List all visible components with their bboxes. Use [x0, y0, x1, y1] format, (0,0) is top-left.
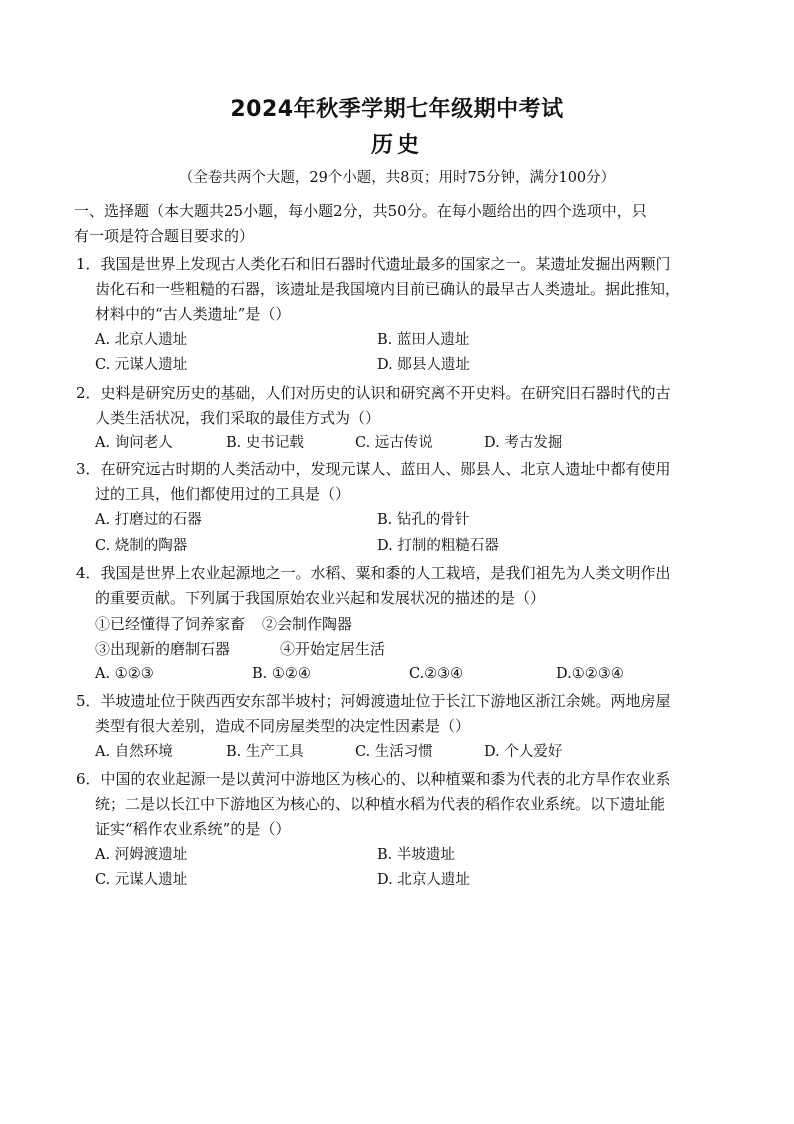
q5-option-d[interactable]: D. 个人爱好 — [484, 744, 563, 760]
q4-option-c[interactable]: C.②③④ — [409, 666, 464, 682]
q2-option-d[interactable]: D. 考古发掘 — [484, 435, 563, 451]
q1-line-2: 齿化石和一些粗糙的石器，该遗址是我国境内目前已确认的最早古人类遗址。据此推知， — [95, 280, 681, 298]
q4-option-b[interactable]: B. ①②④ — [252, 666, 311, 682]
q4-statement-2: ②会制作陶器 — [262, 615, 353, 633]
q1-option-d[interactable]: D. 郧县人遗址 — [377, 357, 470, 373]
q2-line-1: 2．史料是研究历史的基础，人们对历史的认识和研究离不开史料。在研究旧石器时代的古 — [76, 384, 671, 402]
q2-option-b[interactable]: B. 史书记载 — [226, 435, 304, 451]
q5-option-a[interactable]: A. 自然环境 — [95, 744, 173, 760]
q4-statement-1: ①已经懂得了饲养家畜 — [95, 615, 246, 633]
exam-note: （全卷共两个大题，29个小题，共8页；用时75分钟，满分100分） — [178, 170, 616, 186]
q3-line-2: 过的工具，他们都使用过的工具是（） — [95, 485, 351, 503]
q3-option-d[interactable]: D. 打制的粗糙石器 — [377, 538, 499, 554]
q5-option-b[interactable]: B. 生产工具 — [226, 744, 304, 760]
q2-option-a[interactable]: A. 询问老人 — [95, 435, 173, 451]
q4-line-1: 4．我国是世界上农业起源地之一。水稻、粟和黍的人工栽培，是我们祖先为人类文明作出 — [76, 564, 671, 582]
exam-title: 2024年秋季学期七年级期中考试 — [230, 97, 564, 122]
section-intro-line-2: 有一项是符合题目要求的） — [74, 227, 255, 245]
q1-option-a[interactable]: A. 北京人遗址 — [95, 332, 188, 348]
subject-title: 历史 — [370, 133, 423, 158]
q6-line-3: 证实“稻作农业系统”的是（） — [95, 820, 291, 838]
q6-option-b[interactable]: B. 半坡遗址 — [377, 847, 455, 863]
q3-option-b[interactable]: B. 钻孔的骨针 — [377, 512, 470, 528]
q2-line-2: 人类生活状况，我们采取的最佳方式为（） — [95, 409, 381, 427]
q5-line-2: 类型有很大差别，造成不同房屋类型的决定性因素是（） — [95, 717, 471, 735]
q3-option-c[interactable]: C. 烧制的陶器 — [95, 538, 188, 554]
q6-option-a[interactable]: A. 河姆渡遗址 — [95, 847, 188, 863]
q2-option-c[interactable]: C. 远古传说 — [355, 435, 433, 451]
q4-line-2: 的重要贡献。下列属于我国原始农业兴起和发展状况的描述的是（） — [95, 589, 546, 607]
q4-statement-3: ③出现新的磨制石器 — [95, 640, 231, 658]
q4-option-d[interactable]: D.①②③④ — [556, 666, 624, 682]
q1-option-c[interactable]: C. 元谋人遗址 — [95, 357, 188, 373]
q6-option-d[interactable]: D. 北京人遗址 — [377, 872, 470, 888]
q4-option-a[interactable]: A. ①②③ — [95, 666, 154, 682]
section-intro-line-1: 一、选择题（本大题共25小题，每小题2分，共50分。在每小题给出的四个选项中，只 — [74, 202, 647, 220]
q6-line-1: 6．中国的农业起源一是以黄河中游地区为核心的、以种植粟和黍为代表的北方旱作农业系 — [76, 770, 671, 788]
q6-option-c[interactable]: C. 元谋人遗址 — [95, 872, 188, 888]
q1-line-1: 1．我国是世界上发现古人类化石和旧石器时代遗址最多的国家之一。某遗址发掘出两颗门 — [76, 255, 671, 273]
q6-line-2: 统；二是以长江中下游地区为核心的、以种植水稻为代表的稻作农业系统。以下遗址能 — [95, 795, 666, 813]
q5-option-c[interactable]: C. 生活习惯 — [355, 744, 433, 760]
q4-statement-4: ④开始定居生活 — [280, 640, 386, 658]
q1-line-3: 材料中的“古人类遗址”是（） — [95, 305, 291, 323]
q3-line-1: 3．在研究远古时期的人类活动中，发现元谋人、蓝田人、郧县人、北京人遗址中都有使用 — [76, 460, 671, 478]
q3-option-a[interactable]: A. 打磨过的石器 — [95, 512, 202, 528]
q5-line-1: 5．半坡遗址位于陕西西安东部半坡村；河姆渡遗址位于长江下游地区浙江余姚。两地房屋 — [76, 692, 671, 710]
q1-option-b[interactable]: B. 蓝田人遗址 — [377, 332, 470, 348]
